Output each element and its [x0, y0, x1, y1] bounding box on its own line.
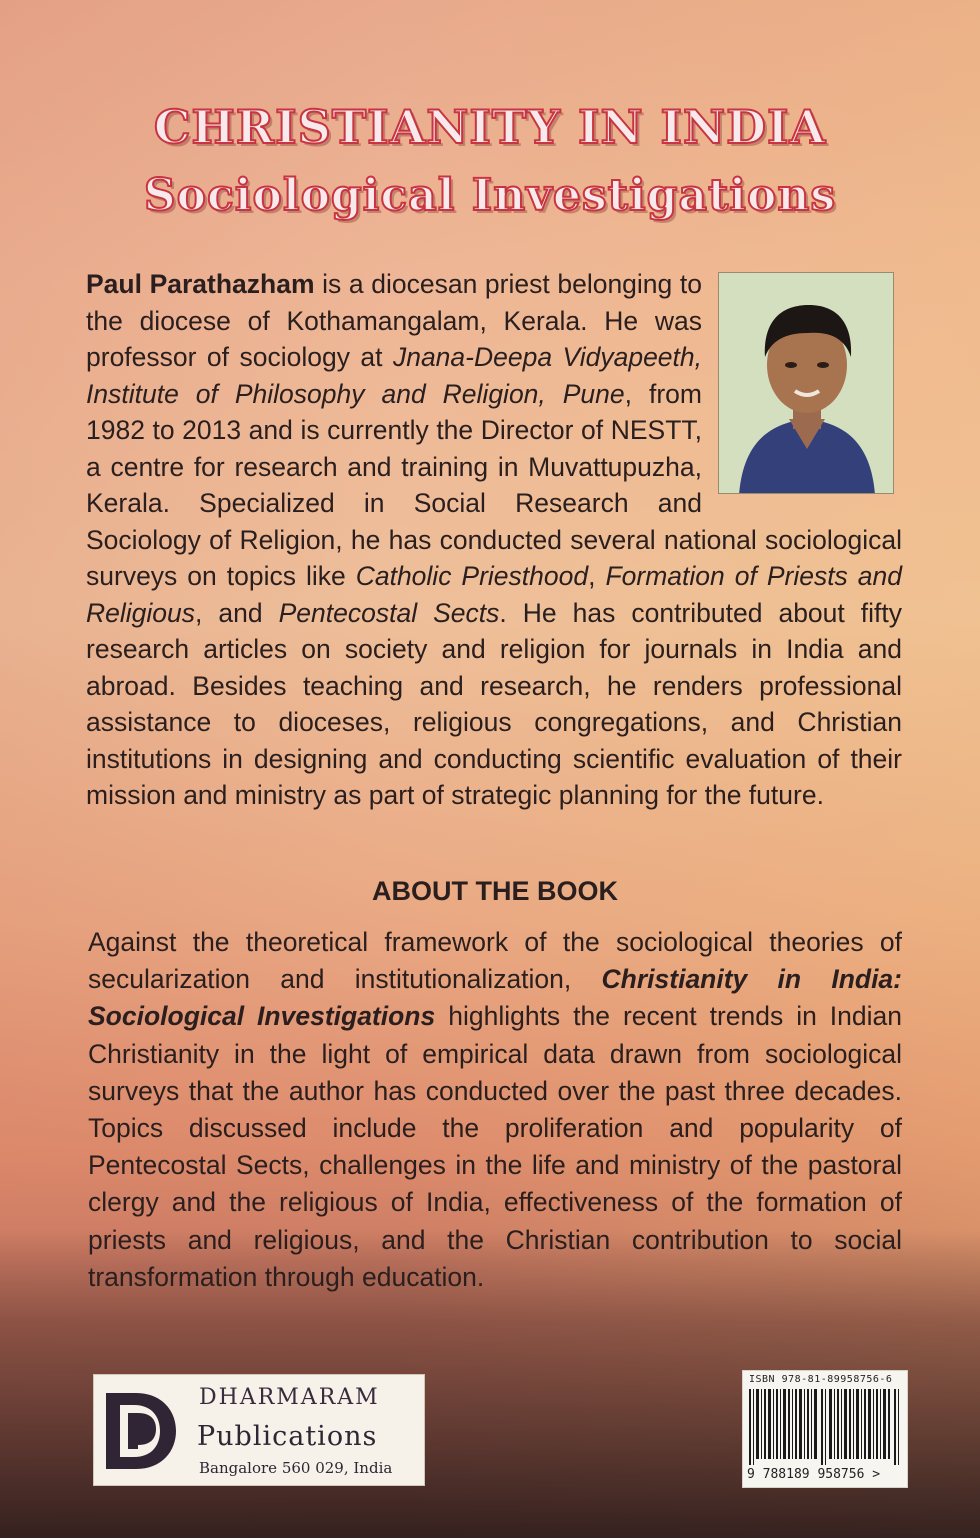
- bio-text-2: , from 1982 to 2013 and is currently the Director of NESTT, a centre for research and training in Muvattupuzha, Kerala. Specialized in Social Research and Sociology of Religion, he has conducted several national sociological surveys on topics like: [86, 378, 902, 591]
- publisher-address: Bangalore 560 029, India: [199, 1459, 393, 1477]
- publisher-subtitle: Publications: [197, 1421, 378, 1452]
- dharmaram-logo-icon: [104, 1389, 178, 1473]
- isbn-barcode: [742, 1370, 908, 1488]
- bio-institute: Jnana-Deepa Vidyapeeth, Institute of Philosophy and Religion, Pune: [86, 342, 703, 409]
- title-line-2: Sociological Investigations: [143, 170, 837, 221]
- bio-topic-3: Pentecostal Sects: [278, 597, 500, 628]
- publisher-name: DHARMARAM: [199, 1385, 380, 1410]
- author-name: Paul Parathazham: [86, 269, 315, 299]
- publisher-label: [93, 1374, 425, 1486]
- about-book-title: Christianity in India: Sociological Investigations: [88, 964, 902, 1032]
- about-text-2: highlights the recent trends in Indian Christianity in the light of empirical data drawn from sociological surveys that the author has conducted over the past three decades. Topics discussed include the proliferation and popularity of Pentecostal Sects, challenges in the life and ministry of the pastoral clergy and the religious of India, effectiveness of the formation of priests and religious, and the Christian contribution to social transformation through education.: [88, 1001, 903, 1292]
- bio-text-4: , and: [195, 597, 279, 628]
- about-book-text: [88, 924, 902, 1296]
- author-bio: [86, 266, 902, 814]
- bio-topic-2: Formation of Priests and Religious: [86, 561, 903, 628]
- barcode-digits: 9 788189 958756 >: [747, 1467, 881, 1482]
- about-heading: ABOUT THE BOOK: [372, 876, 618, 906]
- bio-topic-1: Catholic Priesthood: [355, 561, 589, 591]
- bio-text-1: is a diocesan priest belonging to the diocese of Kothamangalam, Kerala. He was professor of sociology at: [86, 269, 702, 372]
- about-text-1: Against the theoretical framework of the sociological theories of secularization and institutionalization,: [88, 927, 902, 995]
- isbn-label: ISBN 978-81-89958756-6: [749, 1374, 893, 1385]
- barcode-icon: [749, 1389, 901, 1465]
- title-line-1: CHRISTIANITY IN INDIA: [153, 100, 827, 154]
- bio-text-3: ,: [588, 561, 606, 591]
- bio-text-5: . He has contributed about fifty research articles on society and religion for journals in India and abroad. Besides teaching and research, he renders professional assistance to dioceses, religious congregations, and Christian institutions in designing and conducting scientific evaluation of their mission and ministry as part of strategic planning for the future.: [86, 597, 903, 810]
